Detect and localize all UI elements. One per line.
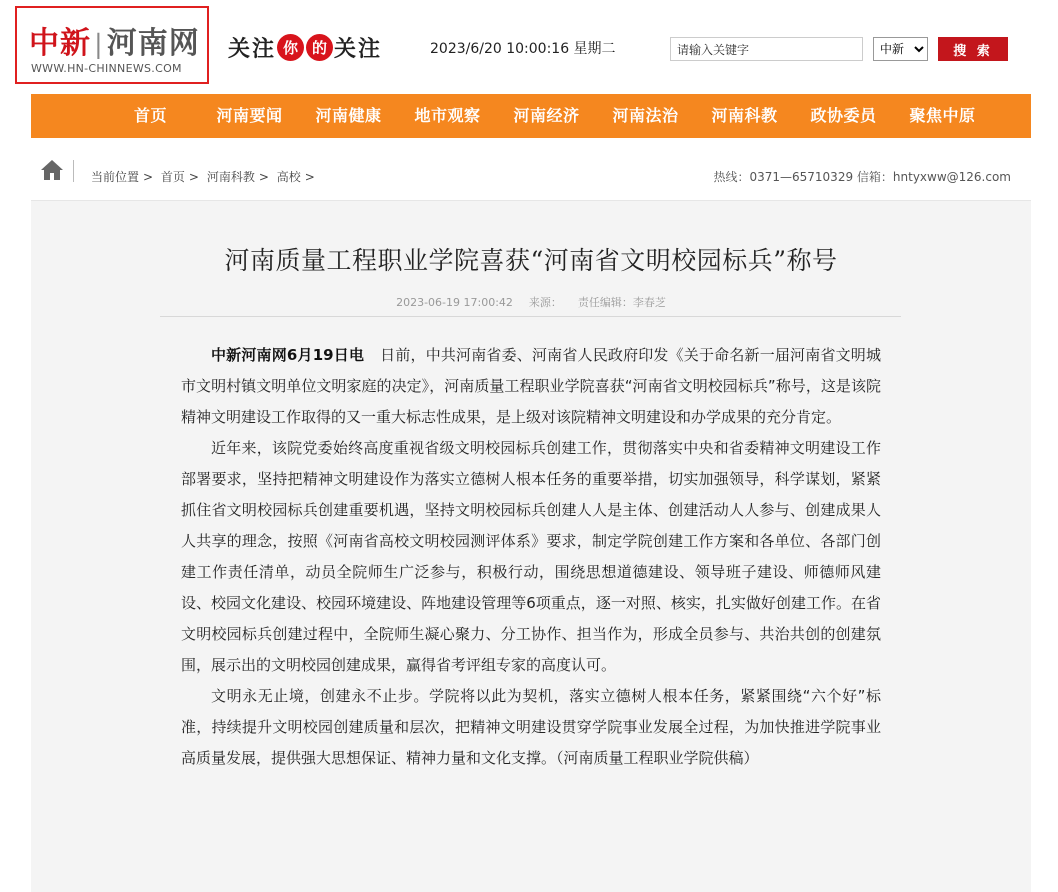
breadcrumb-label: 当前位置 [91, 170, 140, 184]
article-paragraph: 中新河南网6月19日电 日前，中共河南省委、河南省人民政府印发《关于命名新一届河南省文明城市文明村镇文明单位文明家庭的决定》，河南质量工程职业学院喜获“河南省文明校园标兵”称号，这是该院精神文明建设工作取得的又一重大标志性成果，是上级对该院精神文明建设和办学成果的充分肯定。 [181, 346, 881, 426]
nav-item-henan-news[interactable]: 河南要闻 [216, 106, 283, 125]
main-nav [31, 94, 1031, 138]
search-input[interactable] [670, 37, 863, 61]
article-source: 来源： [528, 296, 562, 309]
breadcrumb-item-university[interactable]: 高校 [276, 170, 301, 184]
article-title: 河南质量工程职业学院喜获“河南省文明校园标兵”称号 [224, 246, 838, 275]
breadcrumb-separator: > [188, 170, 199, 184]
breadcrumb-item-home[interactable]: 首页 [160, 170, 185, 184]
contact-hotline: 热线：0371—65710329 信箱：hntyxww@126.com [713, 170, 1011, 184]
breadcrumb-separator: > [304, 170, 315, 184]
nav-item-city-observe[interactable]: 地市观察 [414, 106, 481, 125]
logo-url: WWW.HN-CHINNEWS.COM [31, 62, 182, 75]
nav-item-henan-health[interactable]: 河南健康 [315, 106, 382, 125]
nav-item-central-plains[interactable]: 聚焦中原 [909, 106, 976, 125]
breadcrumb-item-sci-edu[interactable]: 河南科教 [206, 170, 255, 184]
site-logo[interactable] [15, 6, 209, 84]
current-datetime: 2023/6/20 10:00:16 星期二 [430, 41, 616, 57]
article-paragraph: 近年来，该院党委始终高度重视省级文明校园标兵创建工作，贯彻落实中央和省委精神文明建设工作部署要求，坚持把精神文明建设作为落实立德树人根本任务的重要举措，切实加强领导，科学谋划，紧紧抓住省文明校园标兵创建重要机遇，坚持文明校园标兵创建人人是主体、创建活动人人参与、创建成果人人共享的理念，按照《河南省高校文明校园测评体系》要求，制定学院创建工作方案和各单位、各部门创建工作责任清单，动员全院师生广泛参与，积极行动，围绕思想道德建设、领导班子建设、师德师风建设、校园文化建设、校园环境建设、阵地建设管理等6项重点，逐一对照、核实，扎实做好创建工作。在省文明校园标兵创建过程中，全院师生凝心聚力、分工协作、担当作为，形成全员参与、共治共创的创建氛围，展示出的文明校园创建成果，赢得省考评组专家的高度认可。 [181, 439, 881, 674]
article-editor: 责任编辑：李春芝 [577, 296, 666, 309]
breadcrumb-divider [73, 160, 74, 182]
nav-item-henan-law[interactable]: 河南法治 [612, 106, 679, 125]
nav-item-home[interactable]: 首页 [133, 106, 167, 125]
article-date: 2023-06-19 17:00:42 [396, 296, 513, 309]
article-divider [160, 316, 901, 317]
breadcrumb-separator: > [258, 170, 269, 184]
search-button[interactable]: 搜 索 [938, 37, 1008, 61]
nav-item-cppcc[interactable]: 政协委员 [810, 106, 877, 125]
breadcrumb-separator: > [143, 170, 154, 184]
nav-item-henan-economy[interactable]: 河南经济 [513, 106, 580, 125]
nav-item-henan-sci-edu[interactable]: 河南科教 [711, 106, 778, 125]
article-paragraph: 文明永无止境，创建永不止步。学院将以此为契机，落实立德树人根本任务，紧紧围绕“六个好”标准，持续提升文明校园创建质量和层次，把精神文明建设贯穿学院事业发展全过程，为加快推进学院事业高质量发展，提供强大思想保证、精神力量和文化支撑。（河南质量工程职业学院供稿） [181, 687, 881, 767]
site-slogan: 关注 你 的 关注 [228, 36, 383, 62]
logo-text: 中新 | 河南网 [29, 26, 200, 61]
search-scope-select[interactable] [873, 37, 928, 61]
article-body [181, 340, 881, 774]
article-lead: 中新河南网6月19日电 [211, 346, 365, 364]
article-meta [31, 294, 1031, 310]
article-container [31, 201, 1031, 892]
breadcrumb [31, 150, 1031, 201]
home-icon[interactable] [40, 159, 64, 181]
